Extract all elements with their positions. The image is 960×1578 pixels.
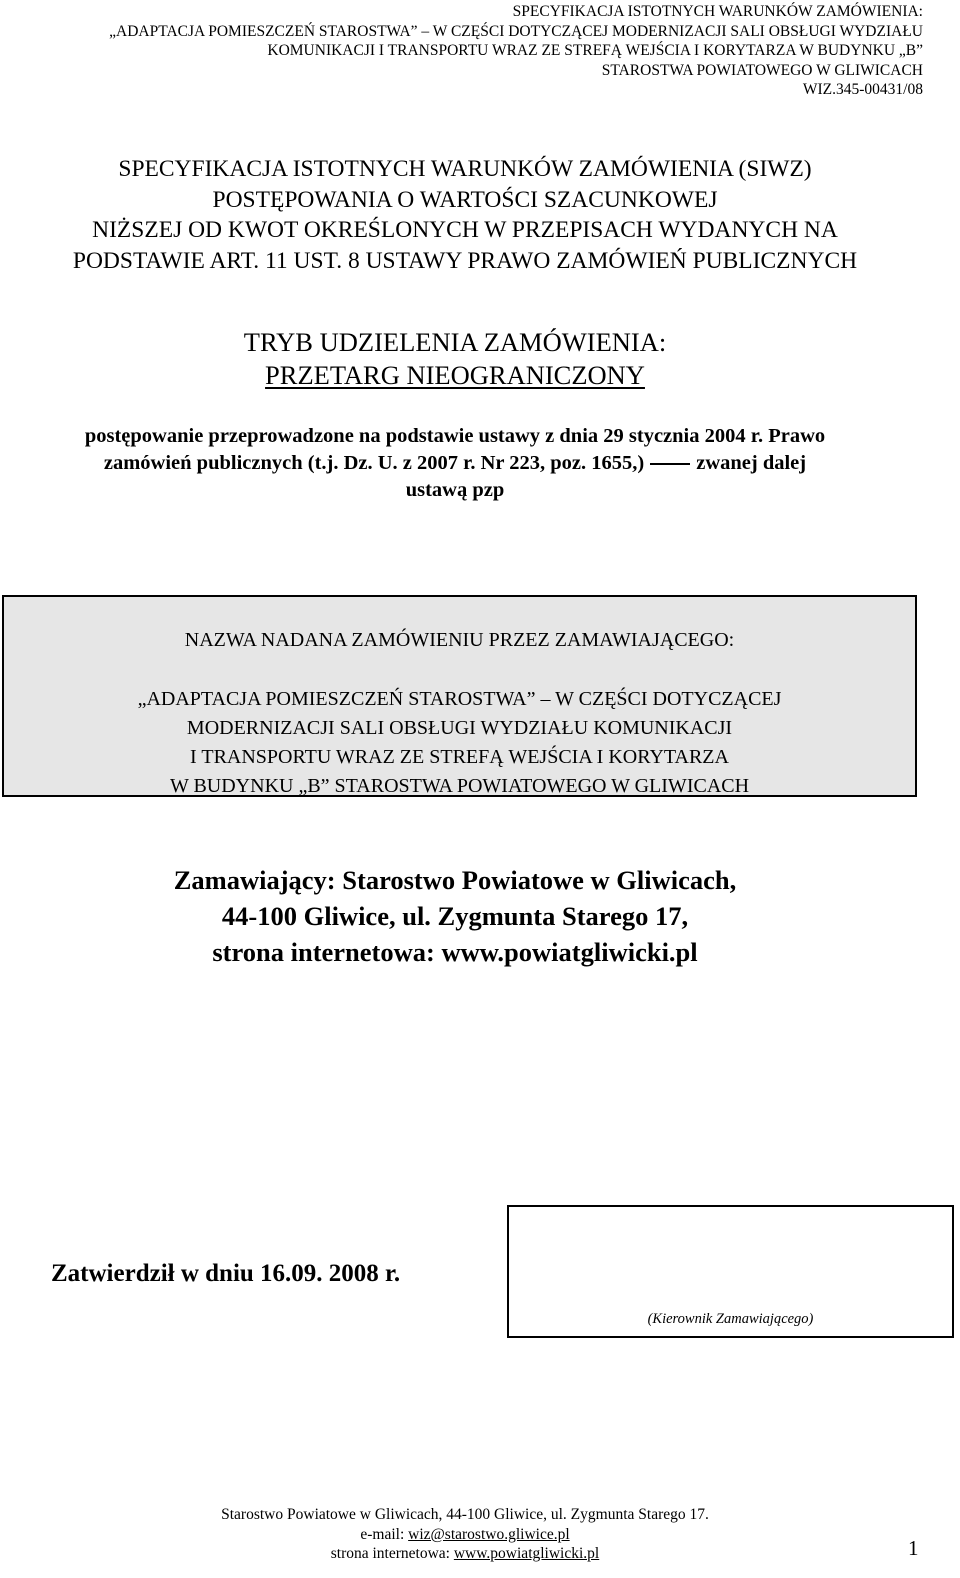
procedure-mode: [0, 326, 910, 392]
footer-email-link[interactable]: wiz@starostwo.gliwice.pl: [408, 1525, 570, 1543]
document-title: [0, 154, 930, 276]
header-line: KOMUNIKACJI I TRANSPORTU WRAZ ZE STREFĄ WEJŚCIA I KORYTARZA W BUDYNKU „B”: [267, 42, 923, 59]
dash-divider: [650, 463, 690, 465]
legal-basis-line: ustawą pzp: [405, 479, 505, 501]
procedure-mode-value: PRZETARG NIEOGRANICZONY: [265, 360, 645, 390]
orderer-line: Zamawiający: Starostwo Powiatowe w Gliwicach,: [173, 865, 737, 895]
footer-web-link[interactable]: www.powiatgliwicki.pl: [453, 1545, 600, 1562]
header-line: STAROSTWA POWIATOWEGO W GLIWICACH: [601, 61, 923, 79]
order-name-box: [2, 595, 917, 797]
legal-basis: [0, 423, 910, 504]
order-name-line: I TRANSPORTU WRAZ ZE STREFĄ WEJŚCIA I KORYTARZA: [190, 746, 729, 768]
orderer-info: [0, 862, 910, 970]
signature-caption: (Kierownik Zamawiającego): [647, 1311, 814, 1327]
footer-web-label: strona internetowa:: [330, 1545, 450, 1562]
legal-basis-line: postępowanie przeprowadzone na podstawie ustawy z dnia 29 stycznia 2004 r. Prawo: [84, 425, 826, 447]
legal-basis-line: zwanej dalej: [696, 452, 807, 474]
approval-date: Zatwierdził w dniu 16.09. 2008 r.: [51, 1260, 401, 1287]
title-line: PODSTAWIE ART. 11 UST. 8 USTAWY PRAWO ZAMÓWIEŃ PUBLICZNYCH: [72, 247, 858, 274]
running-header: [23, 2, 923, 100]
orderer-line: strona internetowa: www.powiatgliwicki.pl: [212, 937, 698, 967]
order-name-line: MODERNIZACJI SALI OBSŁUGI WYDZIAŁU KOMUNIKACJI: [186, 717, 733, 739]
title-line: POSTĘPOWANIA O WARTOŚCI SZACUNKOWEJ: [212, 186, 718, 213]
footer-email-label: e-mail:: [360, 1525, 405, 1543]
page-footer: [120, 1505, 810, 1564]
order-name-text: [4, 685, 915, 801]
title-line: NIŻSZEJ OD KWOT OKREŚLONYCH W PRZEPISACH WYDANYCH NA: [92, 217, 838, 243]
procedure-mode-label: TRYB UDZIELENIA ZAMÓWIENIA:: [243, 327, 667, 357]
header-line: SPECYFIKACJA ISTOTNYCH WARUNKÓW ZAMÓWIENIA:: [512, 3, 923, 20]
header-reference-number: WIZ.345-00431/08: [802, 81, 923, 98]
orderer-line: 44-100 Gliwice, ul. Zygmunta Starego 17,: [221, 901, 689, 931]
legal-basis-line: zamówień publicznych (t.j. Dz. U. z 2007 r. Nr 223, poz. 1655,): [103, 452, 645, 474]
footer-address: Starostwo Powiatowe w Gliwicach, 44-100 Gliwice, ul. Zygmunta Starego 17.: [221, 1506, 709, 1523]
signature-box: [507, 1205, 954, 1338]
order-name-line: W BUDYNKU „B” STAROSTWA POWIATOWEGO W GLIWICACH: [169, 775, 750, 797]
order-name-line: „ADAPTACJA POMIESZCZEŃ STAROSTWA” – W CZĘŚCI DOTYCZĄCEJ: [137, 688, 782, 710]
title-line: SPECYFIKACJA ISTOTNYCH WARUNKÓW ZAMÓWIENIA (SIWZ): [118, 156, 812, 182]
page-number: 1: [908, 1536, 919, 1560]
header-line: „ADAPTACJA POMIESZCZEŃ STAROSTWA” – W CZĘŚCI DOTYCZĄCEJ MODERNIZACJI SALI OBSŁUGI WYDZIAŁU: [109, 22, 923, 40]
order-name-heading: NAZWA NADANA ZAMÓWIENIU PRZEZ ZAMAWIAJĄCEGO:: [184, 629, 735, 651]
